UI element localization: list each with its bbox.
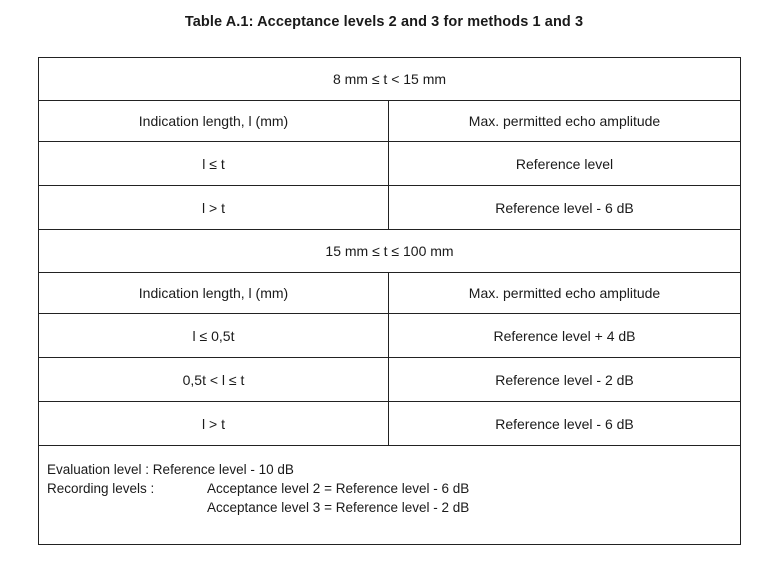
col-header-length: Indication length, l (mm)	[39, 273, 389, 314]
table-caption: Table A.1: Acceptance levels 2 and 3 for methods 1 and 3	[184, 14, 584, 30]
acceptance-table	[38, 57, 741, 545]
thickness-range-1: 8 mm ≤ t < 15 mm	[39, 58, 741, 101]
col-header-amplitude: Max. permitted echo amplitude	[389, 101, 741, 142]
table-row	[39, 314, 741, 358]
table-row	[39, 186, 741, 230]
cell-length: l > t	[39, 186, 389, 230]
cell-amplitude: Reference level + 4 dB	[389, 314, 741, 358]
notes-cell	[39, 446, 741, 545]
col-header-length: Indication length, l (mm)	[39, 101, 389, 142]
table-row	[39, 402, 741, 446]
recording-levels-line	[47, 479, 740, 498]
col-header-amplitude: Max. permitted echo amplitude	[389, 273, 741, 314]
evaluation-level-note: Evaluation level : Reference level - 10 dB	[47, 462, 294, 477]
cell-amplitude: Reference level	[389, 142, 741, 186]
recording-levels-label: Recording levels :	[47, 481, 155, 496]
cell-length: 0,5t < l ≤ t	[39, 358, 389, 402]
cell-amplitude: Reference level - 6 dB	[389, 186, 741, 230]
recording-level-3: Acceptance level 3 = Reference level - 2 dB	[207, 500, 470, 515]
cell-amplitude: Reference level - 6 dB	[389, 402, 741, 446]
cell-amplitude: Reference level - 2 dB	[389, 358, 741, 402]
cell-length: l ≤ t	[39, 142, 389, 186]
thickness-range-2: 15 mm ≤ t ≤ 100 mm	[39, 230, 741, 273]
table-row	[39, 358, 741, 402]
recording-level-2: Acceptance level 2 = Reference level - 6 dB	[207, 481, 470, 496]
cell-length: l > t	[39, 402, 389, 446]
table-row	[39, 142, 741, 186]
cell-length: l ≤ 0,5t	[39, 314, 389, 358]
